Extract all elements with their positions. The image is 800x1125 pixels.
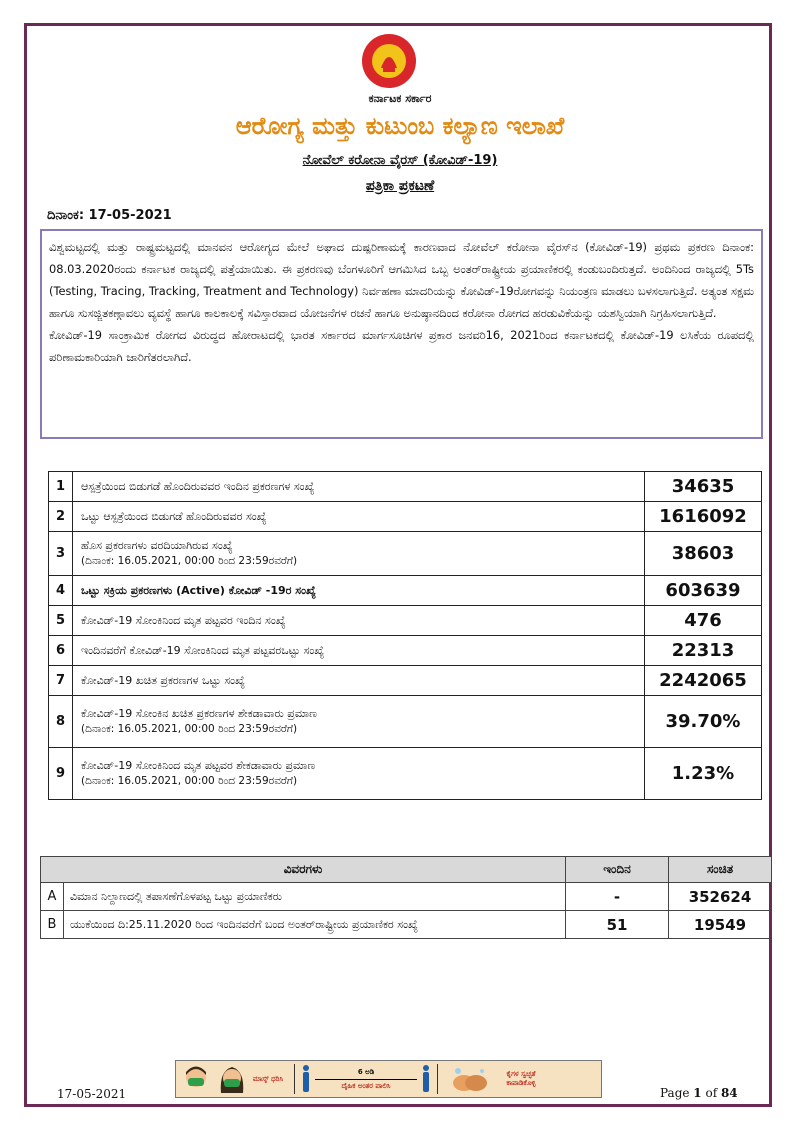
row-label: ಕೋವಿಡ್-19 ಖಚಿತ ಪ್ರಕರಣಗಳ ಒಟ್ಟು ಸಂಖ್ಯೆ	[73, 666, 645, 696]
distance-value: 6 ಅಡಿ	[357, 1067, 375, 1076]
table-row	[49, 606, 762, 636]
table-row	[49, 748, 762, 800]
row-number: 1	[49, 472, 73, 502]
row-value: 476	[645, 606, 762, 636]
hand-wash-text: ಕೈಗಳ ಸ್ವಚ್ಛತೆ ಕಾಪಾಡಿಕೊಳ್ಳಿ	[506, 1070, 536, 1087]
row-number: 9	[49, 748, 73, 800]
mask-text: ಮಾಸ್ಕ್ ಧರಿಸಿ	[252, 1074, 284, 1083]
covid-stats-table	[48, 471, 762, 800]
row-number: 3	[49, 532, 73, 576]
table-row	[49, 532, 762, 576]
table-row	[49, 666, 762, 696]
row-today: -	[566, 883, 669, 911]
row-date-note: (ದಿನಾಂಕ: 16.05.2021, 00:00 ರಿಂದ 23:59ರವರೆಗೆ)	[81, 775, 298, 787]
row-date-note: (ದಿನಾಂಕ: 16.05.2021, 00:00 ರಿಂದ 23:59ರವರೆಗೆ)	[81, 555, 298, 567]
page-number	[660, 1086, 738, 1100]
person-icon	[421, 1064, 431, 1094]
intro-box	[40, 229, 763, 439]
row-description: ಯುಕೆಯಿಂದ ದಿ:25.11.2020 ರಿಂದ ಇಂದಿನವರೆಗೆ ಬಂದ ಅಂತರ್‌ರಾಷ್ಟ್ರೀಯ ಪ್ರಯಾಣಿಕರ ಸಂಖ್ಯೆ	[64, 911, 566, 939]
row-number: 5	[49, 606, 73, 636]
row-value: 38603	[645, 532, 762, 576]
row-number: 7	[49, 666, 73, 696]
table-row	[49, 472, 762, 502]
column-header-today: ಇಂದಿನ	[566, 857, 669, 883]
row-cumulative: 352624	[669, 883, 772, 911]
masked-woman-icon	[216, 1063, 248, 1095]
double-arrow-icon	[315, 1079, 417, 1080]
table-header-row	[41, 857, 772, 883]
column-header-details: ವಿವರಗಳು	[41, 857, 566, 883]
row-label-cell	[73, 696, 645, 748]
row-label: ಒಟ್ಟು ಆಸ್ಪತ್ರೆಯಿಂದ ಬಿಡುಗಡೆ ಹೊಂದಿರುವವರ ಸಂಖ್ಯೆ	[73, 502, 645, 532]
row-letter: B	[41, 911, 64, 939]
distance-info	[311, 1068, 421, 1091]
row-today: 51	[566, 911, 669, 939]
masked-man-icon	[180, 1063, 212, 1095]
page-prefix: Page	[660, 1086, 694, 1100]
row-label: ಆಸ್ಪತ್ರೆಯಿಂದ ಬಿಡುಗಡೆ ಹೊಂದಿರುವವರ ಇಂದಿನ ಪ್ರಕರಣಗಳ ಸಂಖ್ಯೆ	[73, 472, 645, 502]
subtitle: ನೋವೆಲ್ ಕರೋನಾ ವೈರಸ್ (ಕೋವಿಡ್-19)	[302, 153, 498, 168]
row-description: ವಿಮಾನ ನಿಲ್ದಾಣದಲ್ಲಿ ತಪಾಸಣೆಗೊಳಪಟ್ಟ ಒಟ್ಟು ಪ್ರಯಾಣಿಕರು	[64, 883, 566, 911]
table-row	[49, 696, 762, 748]
intro-paragraph: ವಿಶ್ವಮಟ್ಟದಲ್ಲಿ ಮತ್ತು ರಾಷ್ಟ್ರಮಟ್ಟದಲ್ಲಿ ಮಾನವನ ಆರೋಗ್ಯದ ಮೇಲೆ ಅಘಾದ ದುಷ್ಪರಿಣಾಮಕ್ಕೆ ಕಾರಣವಾದ ನೋವೆಲ್ ಕರೋನಾ ವೈರಸ್‌ನ (ಕೋವಿಡ್-19) ಪ್ರಥಮ ಪ್ರಕರಣ ದಿನಾಂಕ: 08.03.2020ರಂದು ಕರ್ನಾಟಕ ರಾಜ್ಯದಲ್ಲಿ ಪತ್ತೆಯಾಯಿತು. ಈ ಪ್ರಕರಣವು ಬೆಂಗಳೂರಿಗೆ ಆಗಮಿಸಿದ ಒಬ್ಬ ಅಂತರ್‌ರಾಷ್ಟ್ರೀಯ ಪ್ರಯಾಣಿಕರಲ್ಲಿ ಕಂಡುಬಂದಿರುತ್ತದೆ. ಅಂದಿನಿಂದ ರಾಜ್ಯದಲ್ಲಿ 5Ts (Testing, Tracing, Tracking, Treatment and Technology) ನಿರ್ವಹಣಾ ಮಾದರಿಯನ್ನು ಕೋವಿಡ್-19ರೋಗವನ್ನು ನಿಯಂತ್ರಣ ಮಾಡಲು ಬಳಸಲಾಗುತ್ತಿದೆ. ಅತ್ಯಂತ ಸಕ್ಷಮ ಹಾಗೂ ಸುಸಜ್ಜಿತಕಣ್ಗಾವಲು ವ್ಯವಸ್ಥೆ ಹಾಗೂ ಕಾಲಕಾಲಕ್ಕೆ ಸವಿಸ್ತಾರವಾದ ಯೋಜನೆಗಳ ರಚನೆ ಹಾಗೂ ಅನುಷ್ಠಾನದಿಂದ ಕರೋನಾ ರೋಗದ ಹರಡುವಿಕೆಯನ್ನು ಯಶಸ್ವಿಯಾಗಿ ನಿಗ್ರಹಿಸಲಾಗುತ್ತಿದೆ.	[49, 240, 754, 320]
travellers-table	[40, 856, 772, 939]
table-row	[49, 636, 762, 666]
banner-divider	[294, 1064, 295, 1094]
hand-wash-icon	[448, 1063, 492, 1095]
government-label: ಕರ್ನಾಟಕ ಸರ್ಕಾರ	[368, 92, 432, 105]
page-of: of	[701, 1086, 721, 1100]
row-value: 1616092	[645, 502, 762, 532]
press-release-title: ಪತ್ರಿಕಾ ಪ್ರಕಟಣೆ	[365, 178, 435, 194]
row-label: ಕೋವಿಡ್-19 ಸೋಂಕಿನಿಂದ ಮೃತ ಪಟ್ಟವರ ಇಂದಿನ ಸಂಖ್ಯೆ	[73, 606, 645, 636]
row-number: 6	[49, 636, 73, 666]
row-letter: A	[41, 883, 64, 911]
page-current: 1	[693, 1086, 702, 1100]
karnataka-emblem-logo	[344, 32, 434, 90]
row-value: 22313	[645, 636, 762, 666]
row-label-cell	[73, 532, 645, 576]
row-label: ಒಟ್ಟು ಸಕ್ರಿಯ ಪ್ರಕರಣಗಳು (Active) ಕೋವಿಡ್ -19ರ ಸಂಖ್ಯೆ	[73, 576, 645, 606]
person-icon	[301, 1064, 311, 1094]
table-row	[49, 502, 762, 532]
row-value: 39.70%	[645, 696, 762, 748]
table-row	[41, 883, 772, 911]
row-value: 603639	[645, 576, 762, 606]
row-value: 34635	[645, 472, 762, 502]
release-date: ದಿನಾಂಕ: 17-05-2021	[47, 208, 172, 223]
column-header-cumulative: ಸಂಚಿತ	[669, 857, 772, 883]
row-label: ಕೋವಿಡ್-19 ಸೋಂಕಿನಿಂದ ಮೃತ ಪಟ್ಟವರ ಶೇಕಡಾವಾರು ಪ್ರಮಾಣ	[81, 759, 316, 772]
banner-divider	[437, 1064, 438, 1094]
row-number: 8	[49, 696, 73, 748]
row-cumulative: 19549	[669, 911, 772, 939]
row-label: ಇಂದಿನವರೆಗೆ ಕೋವಿಡ್-19 ಸೋಂಕಿನಿಂದ ಮೃತ ಪಟ್ಟವರಒಟ್ಟು ಸಂಖ್ಯೆ	[73, 636, 645, 666]
row-value: 2242065	[645, 666, 762, 696]
row-label-cell	[73, 748, 645, 800]
row-number: 2	[49, 502, 73, 532]
row-number: 4	[49, 576, 73, 606]
table-row	[49, 576, 762, 606]
vaccine-paragraph: ಕೋವಿಡ್-19 ಸಾಂಕ್ರಾಮಿಕ ರೋಗದ ವಿರುದ್ಧದ ಹೋರಾಟದಲ್ಲಿ ಭಾರತ ಸರ್ಕಾರದ ಮಾರ್ಗಸೂಚಿಗಳ ಪ್ರಕಾರ ಜನವರಿ16, 2021ರಿಂದ ಕರ್ನಾಟಕದಲ್ಲಿ ಕೋವಿಡ್-19 ಲಸಿಕೆಯ ರೂಪದಲ್ಲಿ ಪರಿಣಾಮಕಾರಿಯಾಗಿ ಜಾರಿಗೆತರಲಾಗಿದೆ.	[49, 328, 754, 364]
row-value: 1.23%	[645, 748, 762, 800]
department-title: ಆರೋಗ್ಯ ಮತ್ತು ಕುಟುಂಬ ಕಲ್ಯಾಣ ಇಲಾಖೆ	[235, 112, 565, 140]
covid-safety-banner	[175, 1060, 602, 1098]
footer-date: 17-05-2021	[57, 1087, 127, 1101]
table-row	[41, 911, 772, 939]
page-total: 84	[720, 1086, 738, 1100]
row-label: ಕೋವಿಡ್-19 ಸೋಂಕಿನ ಖಚಿತ ಪ್ರಕರಣಗಳ ಶೇಕಡಾವಾರು ಪ್ರಮಾಣ	[81, 707, 317, 720]
row-date-note: (ದಿನಾಂಕ: 16.05.2021, 00:00 ರಿಂದ 23:59ರವರೆಗೆ)	[81, 723, 298, 735]
distance-text: ದೈಹಿಕ ಅಂತರ ಪಾಲಿಸಿ	[341, 1081, 391, 1090]
row-label: ಹೊಸ ಪ್ರಕರಣಗಳು ವರದಿಯಾಗಿರುವ ಸಂಖ್ಯೆ	[81, 539, 233, 552]
